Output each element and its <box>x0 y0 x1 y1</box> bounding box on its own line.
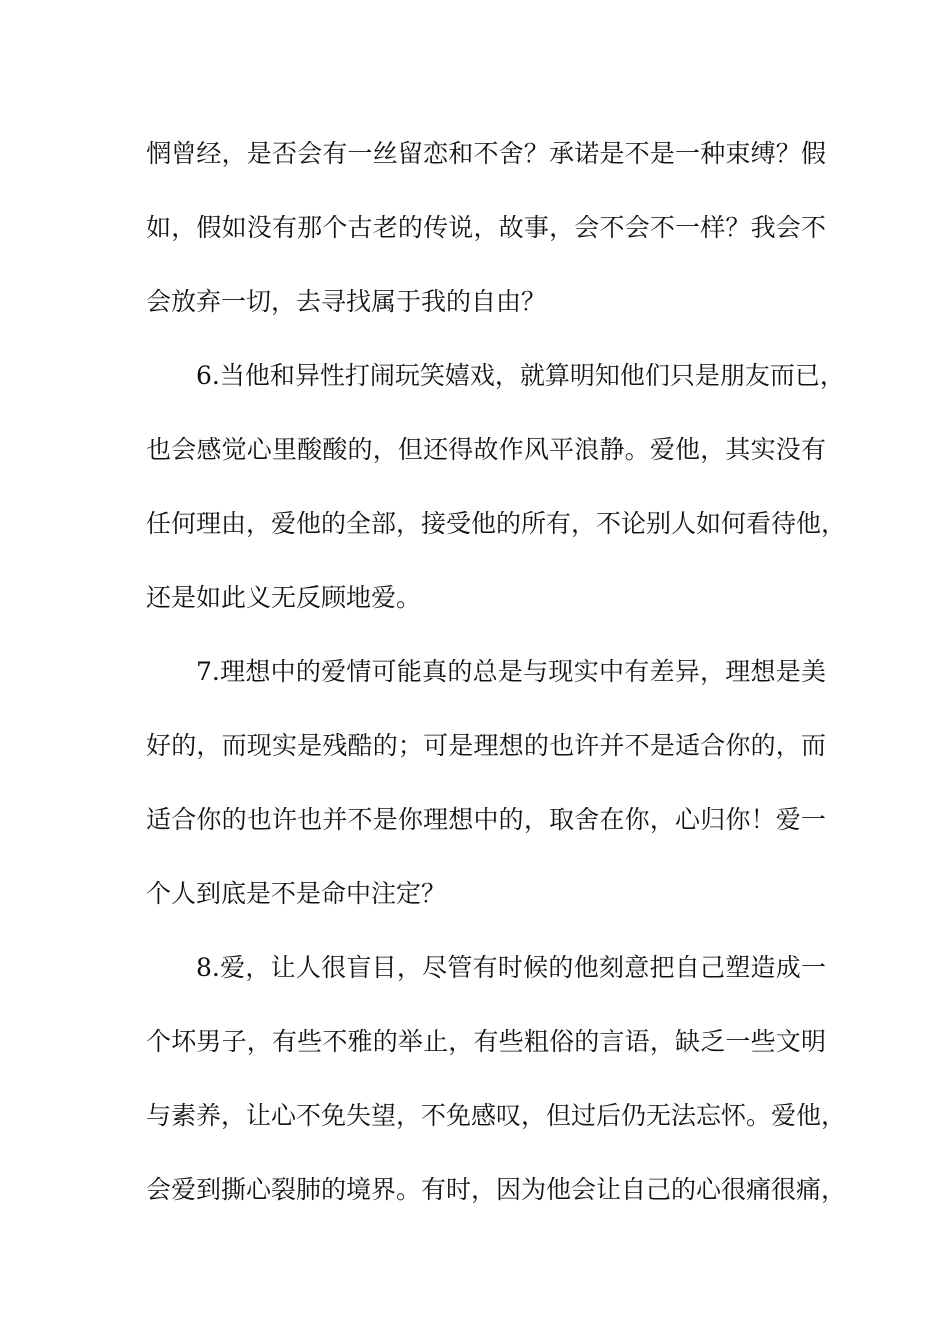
text-line: 还是如此义无反顾地爱。 <box>146 583 422 612</box>
text-line: 个人到底是不是命中注定？ <box>146 879 447 908</box>
text-line: 任何理由，爱他的全部，接受他的所有，不论别人如何看待他， <box>146 509 847 538</box>
text-line: 也会感觉心里酸酸的，但还得故作风平浪静。爱他，其实没有 <box>146 435 826 464</box>
paragraph-8-first-line: 8.爱，让人很盲目，尽管有时候的他刻意把自己塑造成一 <box>196 953 826 982</box>
text-line: 与素养，让心不免失望，不免感叹，但过后仍无法忘怀。爱他， <box>146 1101 847 1130</box>
text-line: 好的，而现实是残酷的；可是理想的也许并不是适合你的，而 <box>146 731 826 760</box>
text-line: 适合你的也许也并不是你理想中的，取舍在你，心归你！爱一 <box>146 805 826 834</box>
text-line: 个坏男子，有些不雅的举止，有些粗俗的言语，缺乏一些文明 <box>146 1027 826 1056</box>
paragraph-6-first-line: 6.当他和异性打闹玩笑嬉戏，就算明知他们只是朋友而已， <box>196 361 845 390</box>
paragraph-7-first-line: 7.理想中的爱情可能真的总是与现实中有差异，理想是美 <box>196 657 826 686</box>
text-line: 会放弃一切，去寻找属于我的自由？ <box>146 287 547 316</box>
text-line: 如，假如没有那个古老的传说，故事，会不会不一样？我会不 <box>146 213 826 242</box>
text-line: 惘曾经，是否会有一丝留恋和不舍？承诺是不是一种束缚？假 <box>146 139 826 168</box>
text-line: 会爱到撕心裂肺的境界。有时，因为他会让自己的心很痛很痛， <box>146 1175 847 1204</box>
